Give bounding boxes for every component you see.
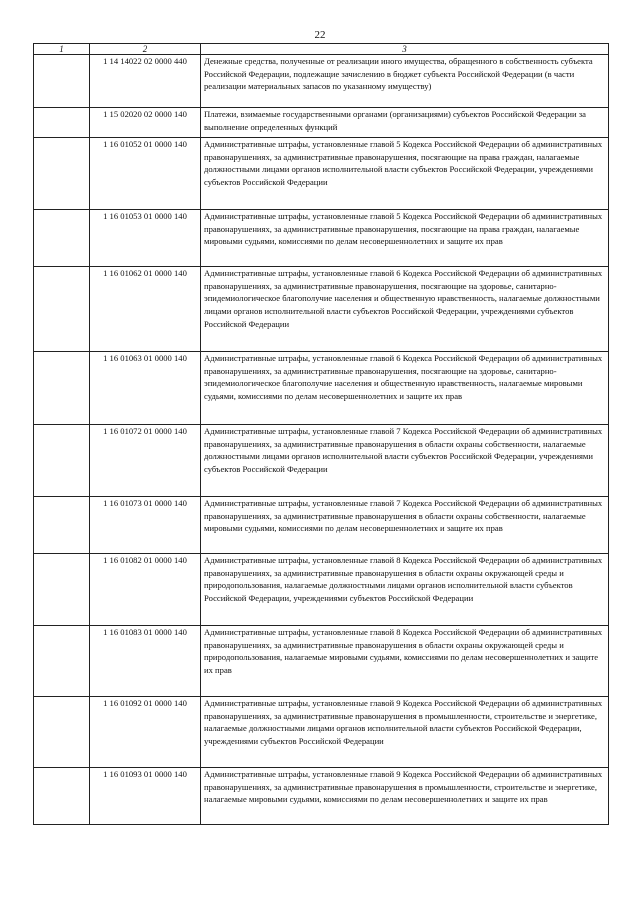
row-number-cell <box>34 108 90 138</box>
column-header-3: 3 <box>201 44 609 55</box>
revenue-description: Административные штрафы, установленные главой 6 Кодекса Российской Федерации об административных правонарушениях, за административные правонарушения, посягающие на здоровье, санитарно-эпидемиологическое благополучие населения и общественную нравственность, налагаемые мировыми судьями, комиссиями по делам несовершеннолетних и защите их прав <box>201 352 609 425</box>
kbk-code: 1 16 01062 01 0000 140 <box>90 267 201 352</box>
table-row <box>34 626 609 697</box>
kbk-code: 1 16 01082 01 0000 140 <box>90 554 201 626</box>
kbk-code: 1 16 01052 01 0000 140 <box>90 138 201 210</box>
row-number-cell <box>34 425 90 497</box>
kbk-code: 1 16 01093 01 0000 140 <box>90 768 201 825</box>
kbk-code: 1 16 01053 01 0000 140 <box>90 210 201 267</box>
row-number-cell <box>34 768 90 825</box>
page-number: 22 <box>314 29 326 41</box>
table-row <box>34 108 609 138</box>
table-row <box>34 554 609 626</box>
revenue-description: Административные штрафы, установленные главой 5 Кодекса Российской Федерации об административных правонарушениях, за административные правонарушения, посягающие на права граждан, налагаемые должностными лицами органов исполнительной власти субъектов Российской Федерации, учреждениями субъектов Российской Федерации <box>201 138 609 210</box>
table-header-row <box>34 44 609 55</box>
revenue-description: Административные штрафы, установленные главой 8 Кодекса Российской Федерации об административных правонарушениях, за административные правонарушения в области охраны окружающей среды и природопользования, налагаемые должностными лицами органов исполнительной власти субъектов Российской Федерации, учреждениями субъектов Российской Федерации <box>201 554 609 626</box>
revenue-description: Платежи, взимаемые государственными органами (организациями) субъектов Российской Федерации за выполнение определенных функций <box>201 108 609 138</box>
revenue-description: Административные штрафы, установленные главой 7 Кодекса Российской Федерации об административных правонарушениях, за административные правонарушения в области охраны собственности, налагаемые мировыми судьями, комиссиями по делам несовершеннолетних и защите их прав <box>201 497 609 554</box>
revenue-description: Административные штрафы, установленные главой 9 Кодекса Российской Федерации об административных правонарушениях, за административные правонарушения в промышленности, строительстве и энергетике, налагаемые должностными лицами органов исполнительной власти субъектов Российской Федерации, учреждениями субъектов Российской Федерации <box>201 697 609 768</box>
table-row <box>34 138 609 210</box>
table-row <box>34 267 609 352</box>
kbk-code: 1 15 02020 02 0000 140 <box>90 108 201 138</box>
kbk-code: 1 14 14022 02 0000 440 <box>90 55 201 108</box>
table-row <box>34 352 609 425</box>
budget-codes-table <box>33 43 609 825</box>
table-row <box>34 497 609 554</box>
revenue-description: Денежные средства, полученные от реализации иного имущества, обращенного в собственность субъекта Российской Федерации, подлежащие зачислению в бюджет субъекта Российской Федерации (в части реализации материальных запасов по указанному имуществу) <box>201 55 609 108</box>
row-number-cell <box>34 697 90 768</box>
row-number-cell <box>34 554 90 626</box>
table-row <box>34 768 609 825</box>
row-number-cell <box>34 210 90 267</box>
kbk-code: 1 16 01072 01 0000 140 <box>90 425 201 497</box>
revenue-description: Административные штрафы, установленные главой 5 Кодекса Российской Федерации об административных правонарушениях, за административные правонарушения, посягающие на права граждан, налагаемые мировыми судьями, комиссиями по делам несовершеннолетних и защите их прав <box>201 210 609 267</box>
revenue-description: Административные штрафы, установленные главой 7 Кодекса Российской Федерации об административных правонарушениях, за административные правонарушения в области охраны собственности, налагаемые должностными лицами органов исполнительной власти субъектов Российской Федерации, учреждениями субъектов Российской Федерации <box>201 425 609 497</box>
column-header-1: 1 <box>34 44 90 55</box>
row-number-cell <box>34 267 90 352</box>
row-number-cell <box>34 497 90 554</box>
table-row <box>34 425 609 497</box>
table-row <box>34 55 609 108</box>
column-header-2: 2 <box>90 44 201 55</box>
revenue-description: Административные штрафы, установленные главой 8 Кодекса Российской Федерации об административных правонарушениях, за административные правонарушения в области охраны окружающей среды и природопользования, налагаемые мировыми судьями, комиссиями по делам несовершеннолетних и защите их прав <box>201 626 609 697</box>
row-number-cell <box>34 352 90 425</box>
row-number-cell <box>34 55 90 108</box>
kbk-code: 1 16 01092 01 0000 140 <box>90 697 201 768</box>
revenue-description: Административные штрафы, установленные главой 9 Кодекса Российской Федерации об административных правонарушениях, за административные правонарушения в промышленности, строительстве и энергетике, налагаемые мировыми судьями, комиссиями по делам несовершеннолетних и защите их прав <box>201 768 609 825</box>
table-row <box>34 697 609 768</box>
row-number-cell <box>34 626 90 697</box>
revenue-description: Административные штрафы, установленные главой 6 Кодекса Российской Федерации об административных правонарушениях, за административные правонарушения, посягающие на здоровье, санитарно-эпидемиологическое благополучие населения и общественную нравственность, налагаемые должностными лицами органов исполнительной власти субъектов Российской Федерации, учреждениями субъектов Российской Федерации <box>201 267 609 352</box>
table-row <box>34 210 609 267</box>
kbk-code: 1 16 01083 01 0000 140 <box>90 626 201 697</box>
row-number-cell <box>34 138 90 210</box>
kbk-code: 1 16 01073 01 0000 140 <box>90 497 201 554</box>
kbk-code: 1 16 01063 01 0000 140 <box>90 352 201 425</box>
